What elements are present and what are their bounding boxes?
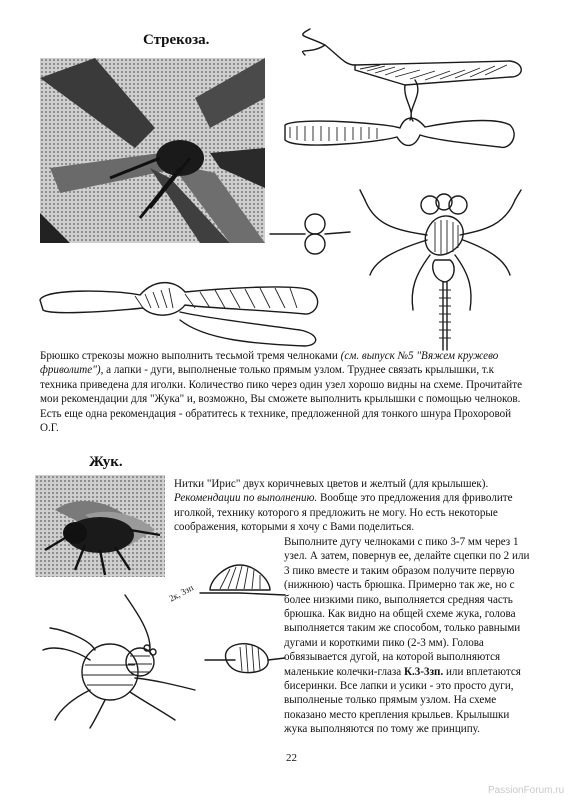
beetle-title: Жук. xyxy=(89,454,123,470)
dragonfly-desc-part-2: , а лапки - дуги, выполненые только прямым узлом. Труднее связать крылышки, т.к техника приведена для иголки. Количество пико через один узел хорошо видны на схеме. Прочитайте мои рекомендации для "Жука" и, возможно, Вы сможете выполнить крылышки с помощью челноков. Есть еще одна рекомендация - обратитесь к технике, предложенной для тонкого шнура Прохоровой О.Г. xyxy=(40,364,522,435)
beetle-photo xyxy=(35,475,165,577)
dragonfly-desc-reference: (см. выпуск №5 "Вяжем кружево фриволите") xyxy=(40,350,499,377)
beetle-scheme-note: 2к, 3зп xyxy=(167,582,196,604)
beetle-intro-part-1: Нитки "Ирис" двух коричневых цветов и желтый (для крылышек). xyxy=(174,478,489,490)
wing-connector-rings xyxy=(270,210,360,270)
beetle-full-scheme xyxy=(35,590,205,730)
beetle-intro-part-2: Вообще это предложения для фриволите иголкой, технику которого я предложить не могу. Но есть некоторые соображения, которыми я хочу с Вами поделиться. xyxy=(174,492,513,534)
dragonfly-description xyxy=(40,349,532,435)
beetle-instr-part-1: Выполните дугу челноками с пико 3-7 мм через 1 узел. А затем, повернув ее, делайте сцепки по 2 или 3 пико вместе и таким образом получите первую (нижнюю) часть брюшка. Примерно так же, но с более низкими пико, выполняется средняя часть брюшка. Как видно на общей схеме жука, голова выполняется таким же способом, только равными дугами и короткими пико (2-3 мм). Голова обвязывается дугой, на которой выполняются маленькие колечки-глаза xyxy=(284,536,530,678)
dragonfly-wing-schemes xyxy=(285,25,535,165)
dragonfly-body-scheme xyxy=(355,180,525,350)
beetle-instr-part-2: или вплетаются бисеринки. Все лапки и усики - это просто дуги, выполненые только прямым узлом. На схеме показано место крепления крыльев. Крылышки жука выполняются по тому же принципу. xyxy=(284,665,521,736)
dragonfly-title: Стрекоза. xyxy=(143,32,210,48)
beetle-recommendations-heading: Рекомендации по выполнению. xyxy=(174,492,318,505)
beetle-instructions xyxy=(284,535,534,737)
page-number: 22 xyxy=(286,752,297,764)
beetle-eye-ring-code: К.3-3зп. xyxy=(403,665,444,678)
watermark: PassionForum.ru xyxy=(488,785,565,796)
dragonfly-photo xyxy=(40,58,265,243)
dragonfly-photo-drawing xyxy=(40,58,265,243)
dragonfly-desc-part-1: Брюшко стрекозы можно выполнить тесьмой тремя челноками xyxy=(40,350,341,362)
beetle-intro xyxy=(174,477,532,535)
beetle-photo-drawing xyxy=(35,475,165,577)
